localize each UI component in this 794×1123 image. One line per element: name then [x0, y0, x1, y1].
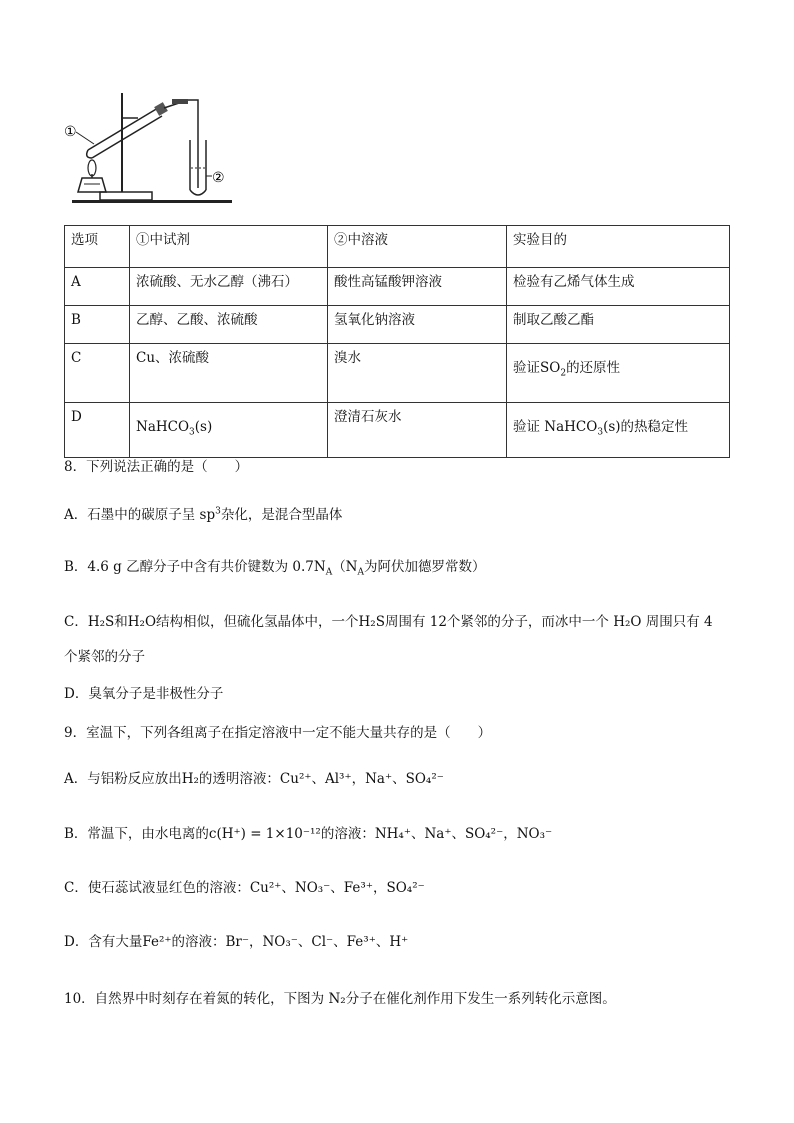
subscript: 3 [597, 427, 604, 438]
q8-option-b [64, 556, 744, 578]
row-reagent: 乙醇、乙酸、浓硫酸 [130, 306, 328, 344]
table-row [65, 268, 730, 306]
q9-option-c: C．使石蕊试液显红色的溶液：Cu²⁺、NO₃⁻、Fe³⁺，SO₄²⁻ [64, 880, 425, 896]
reagent-text: (s) [194, 419, 213, 435]
row-purpose [507, 403, 730, 458]
header-reagent: ①中试剂 [130, 226, 328, 268]
subscript: 3 [189, 427, 195, 438]
row-reagent: 浓硫酸、无水乙醇（沸石） [130, 268, 328, 306]
table-row [65, 306, 730, 344]
row-option: A [65, 268, 130, 306]
alcohol-lamp [78, 160, 106, 192]
row-purpose: 制取乙酸乙酯 [507, 306, 730, 344]
row-option: D [65, 403, 130, 458]
q9-stem: 9．室温下，下列各组离子在指定溶液中一定不能大量共存的是（ ） [64, 725, 492, 741]
q8-option-d: D．臭氧分子是非极性分子 [64, 686, 224, 702]
table-row [65, 344, 730, 403]
q8-option-c-line2: 个紧邻的分子 [64, 649, 145, 665]
q9-option-a: A．与铝粉反应放出H₂的透明溶液：Cu²⁺、Al³⁺，Na⁺、SO₄²⁻ [64, 771, 444, 787]
row-option: C [65, 344, 130, 403]
header-option: 选项 [65, 226, 130, 268]
purpose-text: 的还原性 [566, 360, 621, 376]
table-header-row [65, 226, 730, 268]
q8-option-c-line1: C．H₂S和H₂O结构相似，但硫化氢晶体中，一个H₂S周围有 12个紧邻的分子，而冰中一个 H₂O 周围只有 4 [64, 614, 713, 630]
option-text: A．石墨中的碳原子呈 sp [64, 507, 216, 523]
label-1: ① [64, 124, 77, 140]
row-reagent: Cu、浓硫酸 [130, 344, 328, 403]
options-table [64, 225, 730, 458]
label-2: ② [212, 170, 225, 186]
row-reagent [130, 403, 328, 458]
rubber-connector [172, 99, 188, 104]
subscript: 2 [560, 368, 567, 379]
superscript: 3 [215, 506, 221, 517]
subscript: A [325, 567, 333, 578]
row-solution: 氢氧化钠溶液 [328, 306, 507, 344]
q9-option-d: D．含有大量Fe²⁺的溶液：Br⁻，NO₃⁻、Cl⁻、Fe³⁺、H⁺ [64, 934, 409, 950]
q9-option-b: B．常温下，由水电离的c(H⁺) = 1×10⁻¹²的溶液：NH₄⁺、Na⁺、SO₄²⁻，NO₃⁻ [64, 826, 553, 842]
option-text: B．4.6 g 乙醇分子中含有共价键数为 0.7N [64, 559, 326, 575]
q8-stem: 8．下列说法正确的是（ ） [64, 459, 249, 475]
subscript: A [357, 567, 364, 578]
delivery-tube [164, 100, 198, 188]
q10-stem: 10．自然界中时刻存在着氮的转化，下图为 N₂分子在催化剂作用下发生一系列转化示意图。 [64, 991, 616, 1007]
row-solution: 澄清石灰水 [328, 403, 507, 458]
purpose-text: 验证 NaHCO [513, 419, 598, 435]
option-text: 为阿伏加德罗常数） [364, 559, 486, 575]
row-solution: 酸性高锰酸钾溶液 [328, 268, 507, 306]
row-solution: 溴水 [328, 344, 507, 403]
purpose-text: 验证SO [513, 360, 561, 376]
purpose-text: (s)的热稳定性 [603, 419, 689, 435]
header-solution: ②中溶液 [328, 226, 507, 268]
table-row [65, 403, 730, 458]
row-option: B [65, 306, 130, 344]
option-text: （N [332, 559, 358, 575]
q8-option-a [64, 504, 744, 526]
header-purpose: 实验目的 [507, 226, 730, 268]
row-purpose [507, 344, 730, 403]
experiment-apparatus-diagram [60, 88, 240, 213]
stand-base [100, 192, 152, 200]
row-purpose: 检验有乙烯气体生成 [507, 268, 730, 306]
option-text: 杂化，是混合型晶体 [220, 507, 343, 523]
reagent-text: NaHCO [136, 419, 190, 435]
reaction-tube [87, 102, 168, 158]
